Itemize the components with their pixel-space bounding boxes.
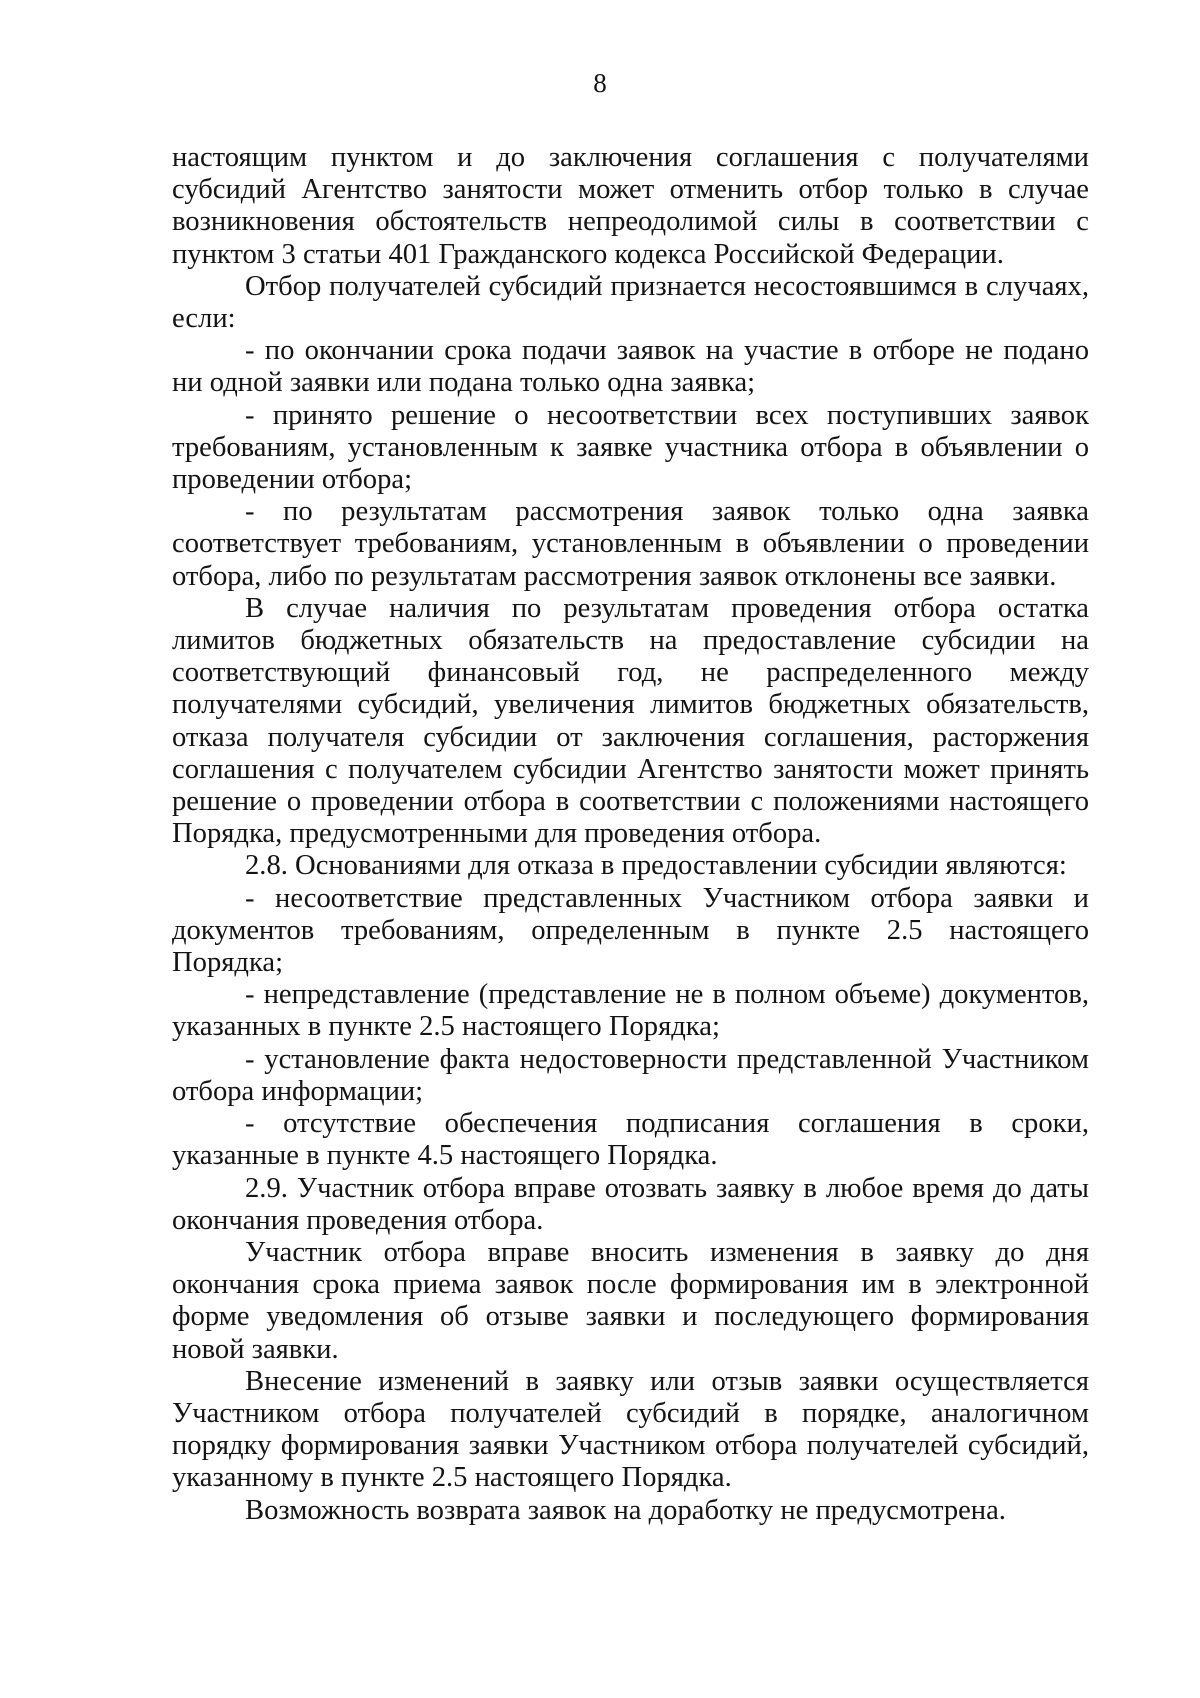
paragraph-refusal-grounds-heading: 2.8. Основаниями для отказа в предоставлении субсидии являются: <box>245 850 1067 882</box>
paragraph-withdrawal-right: 2.9. Участник отбора вправе отозвать заявку в любое время до даты окончания проведения отбора. <box>172 1172 1089 1236</box>
paragraph-refusal-ground-missing-documents: - непредставление (представление не в полном объеме) документов, указанных в пункте 2.5 настоящего Порядка; <box>172 979 1089 1043</box>
paragraph-repeat-selection: В случае наличия по результатам проведения отбора остатка лимитов бюджетных обязательств на предоставление субсидии на соответствующий финансовый год, не распределенного между получателями субсидий, увеличения лимитов бюджетных обязательств, отказа получателя субсидии от заключения соглашения, расторжения соглашения с получателем субсидии Агентство занятости может принять решение о проведении отбора в соответствии с положениями настоящего Порядка, предусмотренными для проведения отбора. <box>172 592 1089 850</box>
paragraph-no-applications: - по окончании срока подачи заявок на участие в отборе не подано ни одной заявки или подана только одна заявка; <box>172 335 1089 399</box>
paragraph-no-return-for-revision: Возможность возврата заявок на доработку не предусмотрена. <box>245 1494 1006 1526</box>
paragraph-refusal-ground-false-information: - установление факта недостоверности представленной Участником отбора информации; <box>172 1043 1089 1107</box>
paragraph-changes-procedure: Внесение изменений в заявку или отзыв заявки осуществляется Участником отбора получателей субсидий в порядке, аналогичном порядку формирования заявки Участником отбора получателей субсидий, указанному в пункте 2.5 настоящего Порядка. <box>172 1365 1089 1494</box>
paragraph-refusal-ground-no-signing: - отсутствие обеспечения подписания соглашения в сроки, указанные в пункте 4.5 настоящего Порядка. <box>172 1108 1089 1172</box>
paragraph-refusal-ground-noncompliance: - несоответствие представленных Участником отбора заявки и документов требованиям, определенным в пункте 2.5 настоящего Порядка; <box>172 882 1089 979</box>
page-number: 8 <box>593 68 607 98</box>
paragraph-failed-selection-intro: Отбор получателей субсидий признается несостоявшимся в случаях, если: <box>172 270 1089 335</box>
paragraph-application-changes: Участник отбора вправе вносить изменения в заявку до дня окончания срока приема заявок после формирования им в электронной форме уведомления об отзыве заявки и последующего формирования новой заявки. <box>172 1236 1089 1365</box>
paragraph-single-compliant-application: - по результатам рассмотрения заявок только одна заявка соответствует требованиям, установленным в объявлении о проведении отбора, либо по результатам рассмотрения заявок отклонены все заявки. <box>172 496 1089 592</box>
paragraph-all-applications-noncompliant: - принято решение о несоответствии всех поступивших заявок требованиям, установленным к заявке участника отбора в объявлении о проведении отбора; <box>172 399 1089 496</box>
paragraph-cancellation-continuation: настоящим пунктом и до заключения соглашения с получателями субсидий Агентство занятости может отменить отбор только в случае возникновения обстоятельств непреодолимой силы в соответствии с пунктом 3 статьи 401 Гражданского кодекса Российской Федерации. <box>172 142 1089 270</box>
document-body <box>172 142 1089 1527</box>
